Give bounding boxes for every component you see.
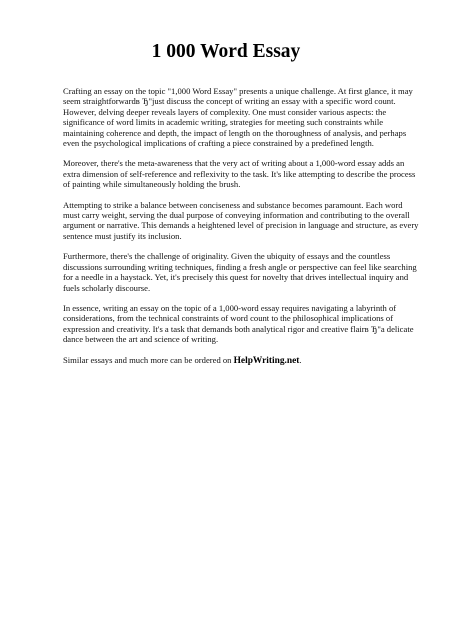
paragraph-5: In essence, writing an essay on the topic of a 1,000-word essay requires navigating a labyrinth of considerations, from the technical constraints of word count to the philosophical implications of expression and creativity. It's a task that demands both analytical rigor and creative flairв Ђ"a delicate dance between the art and science of writing. (63, 302, 414, 345)
paragraph-4: Furthermore, there's the challenge of originality. Given the ubiquity of essays and the countless discussions surrounding writing techniques, finding a fresh angle or perspective can feel like searching for a needle in a haystack. Yet, it's precisely this quest for novelty that drives intellectual inquiry and fuels scholarly discourse. (63, 251, 417, 293)
paragraph-2: Moreover, there's the meta-awareness that the very act of writing about a 1,000-word essay adds an extra dimension of self-reference and reflexivity to the task. It's like attempting to describe the process of painting while simultaneously holding the brush. (63, 158, 416, 190)
paragraph-3: Attempting to strike a balance between conciseness and substance becomes paramount. Each word must carry weight, serving the dual purpose of conveying information and contributing to the overall argument or narrative. This demands a heightened level of precision in language and structure, as every sentence must justify its inclusion. (63, 199, 419, 241)
order-line-end: . (299, 354, 302, 365)
document-body (63, 86, 421, 366)
order-line-text: Similar essays and much more can be ordered on (63, 354, 234, 365)
order-line (63, 355, 421, 366)
paragraph-1: Crafting an essay on the topic "1,000 Word Essay" presents a unique challenge. At first glance, it may seem straightforwardв Ђ"just discuss the concept of writing an essay with a specific word count. However, delving deeper reveals layers of complexity. One must consider various aspects: the significance of word limits in academic writing, strategies for meeting such constraints while maintaining coherence and depth, the impact of length on the thoroughness of analysis, and perhaps even the psychological implications of crafting a piece constrained by a predefined length. (63, 86, 413, 149)
helpwriting-link[interactable]: HelpWriting.net (233, 355, 300, 366)
document-title: 1 000 Word Essay (151, 41, 301, 62)
